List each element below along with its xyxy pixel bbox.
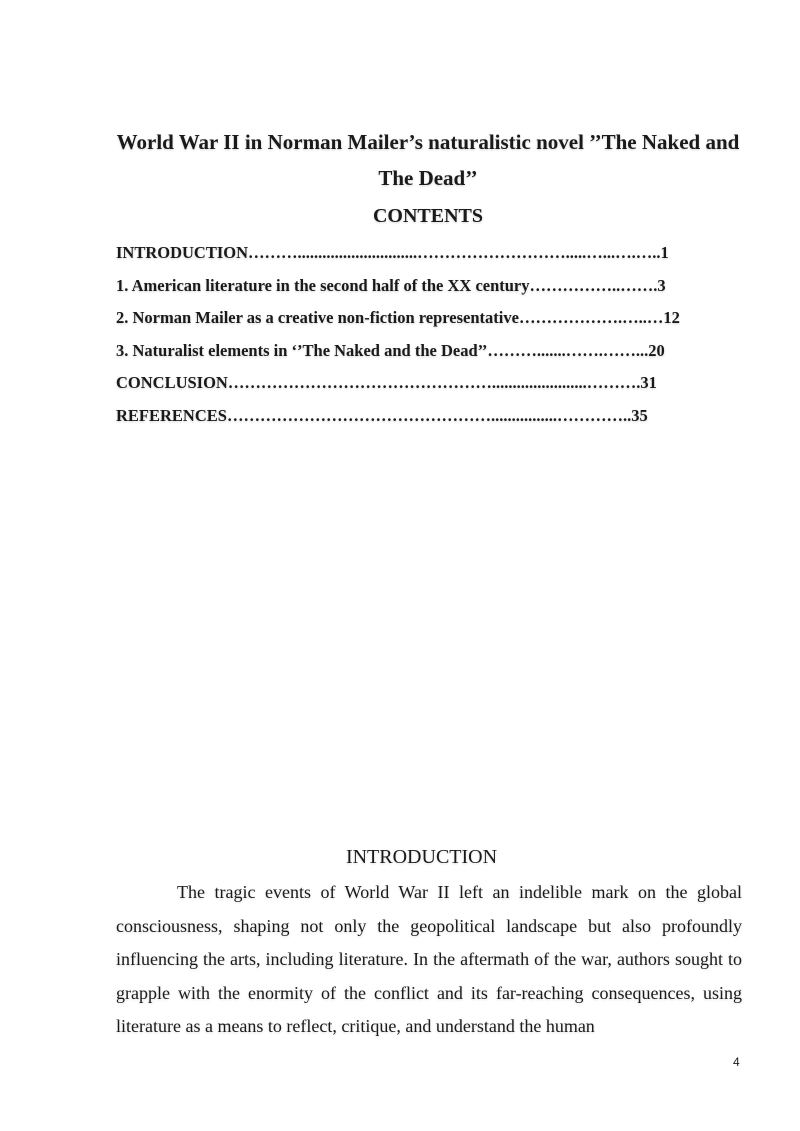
toc-entry-chapter-3: 3. Naturalist elements in ‘’The Naked and the Dead’’……….......…….……...20 — [116, 340, 665, 360]
introduction-heading: INTRODUCTION — [345, 846, 498, 868]
toc-entry-conclusion: CONCLUSION………………………………………….......................……….31 — [116, 373, 657, 393]
toc-entry-chapter-2: 2. Norman Mailer as a creative non-fiction representative……………….…..…12 — [116, 308, 680, 328]
toc-entry-introduction: INTRODUCTION……….............................……………………….....…...….…..1 — [116, 243, 669, 262]
page-number: 4 — [733, 1055, 740, 1069]
introduction-paragraph: The tragic events of World War II left an indelible mark on the global consciousness, shaping not only the geopolitical landscape but also profoundly influencing the arts, including literature. In the aftermath of the war, authors sought to grapple with the enormity of the conflict and its far-reaching consequences, using literature as a means to reflect, critique, and understand the human — [116, 882, 742, 1036]
toc-entry-references: REFERENCES…………………………………………................…………..35 — [116, 405, 648, 425]
table-of-contents — [116, 240, 746, 436]
toc-entry-chapter-1: 1. American literature in the second half of the XX century……………..…….3 — [116, 275, 666, 295]
contents-heading: CONTENTS — [372, 205, 484, 227]
document-title: World War II in Norman Mailer’s naturalistic novel ’’The Naked and The Dead’’ — [116, 130, 740, 190]
